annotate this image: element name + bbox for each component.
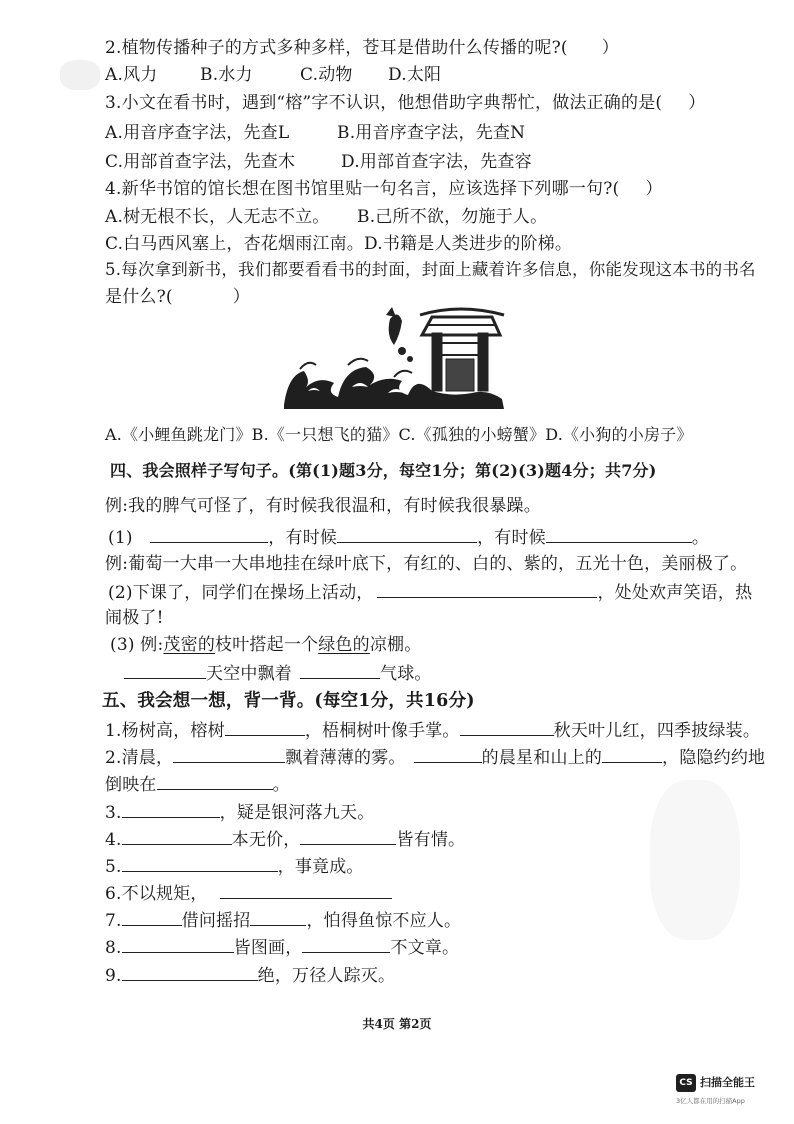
line-7-text-b: 借问摇招: [181, 911, 251, 931]
line-2-text-d: ，隐隐约约地: [662, 748, 766, 768]
line-3-text-b: ，疑是银河落九天。: [219, 803, 375, 823]
answer-blank[interactable]: [302, 934, 390, 953]
q4-option-b: B.己所不欲，勿施于人。: [357, 207, 548, 227]
line-4-text-a: 4.: [105, 830, 122, 850]
line-2-text-f: 。: [272, 775, 290, 795]
answer-blank[interactable]: [300, 826, 396, 845]
q3-options-ab: [105, 121, 525, 145]
line-7-text-a: 7.: [105, 911, 122, 931]
item-3-underlined-1: 茂密的: [163, 635, 216, 655]
line-5-text-a: 5.: [105, 857, 122, 877]
answer-blank[interactable]: [460, 717, 554, 736]
item-3-prefix: (3) 例:: [110, 635, 164, 655]
scan-smudge: [60, 60, 100, 90]
example-2-text: 例:葡萄一大串一大串地挂在绿叶底下，有红的、白的、紫的，五光十色，美丽极了。: [105, 554, 748, 574]
section-4-title-text: 四、我会照样子写句子。(第(1)题3分，每空1分；第(2)(3)题4分；共7分): [110, 461, 657, 480]
item-2-text-b: ，处处欢声笑语，热: [597, 583, 753, 603]
q2-option-a: A.风力: [105, 65, 158, 85]
recite-line-3: [105, 799, 374, 825]
line-3-text-a: 3.: [105, 803, 122, 823]
line-8-text-c: 不文章。: [390, 938, 460, 958]
line-1-text-c: 秋天叶儿红，四季披绿装。: [553, 721, 761, 741]
recite-line-2-cont: [105, 771, 290, 797]
section-5-title: [102, 689, 475, 713]
q3-stem: [105, 91, 705, 115]
q2-stem: [105, 36, 619, 60]
answer-blank[interactable]: [150, 524, 268, 543]
q4-option-c: C.白马西风塞上，杏花烟雨江南。: [105, 234, 365, 254]
answer-blank[interactable]: [122, 962, 258, 981]
q2-close: ）: [601, 38, 619, 58]
answer-blank[interactable]: [122, 907, 182, 926]
recite-line-2: [105, 744, 765, 770]
line-6-text-a: 6.不以规矩，: [105, 884, 208, 904]
q4-option-d: D.书籍是人类进步的阶梯。: [364, 234, 573, 254]
answer-blank[interactable]: [122, 934, 234, 953]
answer-blank[interactable]: [546, 524, 692, 543]
q3-options-cd: [105, 150, 532, 174]
q4-options-ab: [105, 205, 547, 229]
item-1-number: (1): [108, 528, 133, 548]
answer-blank[interactable]: [300, 660, 380, 679]
item-2-text-a: (2)下课了，同学们在操场上活动，: [108, 583, 374, 603]
item-3-underlined-2: 绿色的: [318, 635, 370, 655]
line-8-text-a: 8.: [105, 938, 122, 958]
line-2-text-c: 的晨星和山上的: [481, 748, 603, 768]
line-2-text-e: 倒映在: [105, 775, 157, 795]
answer-blank[interactable]: [122, 799, 220, 818]
scan-smudge: [650, 780, 740, 940]
q4-text: 4.新华书馆的馆长想在图书馆里贴一句名言，应该选择下列哪一句?(: [105, 179, 620, 199]
section-4-item-2: [108, 579, 752, 605]
dragon-gate-icon: [420, 309, 504, 391]
item-3-middle: 枝叶搭起一个: [215, 635, 319, 655]
q5-text-2: 是什么?(: [105, 287, 173, 307]
item-3-end: 凉棚。: [369, 635, 422, 655]
answer-blank[interactable]: [122, 853, 278, 872]
scanner-watermark: [676, 1074, 786, 1110]
page-footer: [0, 1015, 794, 1032]
answer-blank[interactable]: [173, 744, 285, 763]
answer-blank[interactable]: [377, 579, 597, 598]
q3-option-c: C.用部首查字法，先查木: [105, 152, 296, 172]
q3-option-a: A.用音序查字法，先查L: [105, 123, 290, 143]
recite-line-4: [105, 826, 465, 852]
q5-options: [105, 423, 693, 447]
section-4-title: [110, 459, 657, 483]
line-5-text-b: ，事竟成。: [277, 857, 364, 877]
recite-line-5: [105, 853, 364, 879]
q4-option-a: A.树无根不长，人无志不立。: [105, 207, 330, 227]
answer-blank[interactable]: [250, 907, 306, 926]
carp-icon: [386, 307, 413, 362]
q5-option-list: A.《小鲤鱼跳龙门》B.《一只想飞的猫》C.《孤独的小螃蟹》D.《小狗的小房子》: [105, 425, 693, 444]
line-4-text-b: 本无价，: [231, 830, 301, 850]
answer-blank[interactable]: [337, 524, 477, 543]
line-7-text-c: ，怕得鱼惊不应人。: [306, 911, 462, 931]
answer-blank[interactable]: [157, 771, 273, 790]
watermark-name: 扫描全能王: [700, 1076, 755, 1089]
q3-option-b: B.用音序查字法，先查N: [337, 123, 526, 143]
q3-option-d: D.用部首查字法，先查容: [341, 152, 532, 172]
section-5-title-text: 五、我会想一想，背一背。(每空1分，共16分): [102, 691, 475, 711]
camscanner-logo-icon: CS: [676, 1074, 696, 1092]
recite-line-8: [105, 934, 459, 960]
line-1-text-a: 1.杨树高，榕树: [105, 721, 225, 741]
watermark-subtitle: 3亿人都在用的扫描App: [676, 1097, 745, 1105]
example-1-text: 例:我的脾气可怪了，有时候我很温和，有时候我很暴躁。: [105, 496, 541, 516]
q5-stem-line1: [105, 258, 756, 282]
section-4-item-3-answer: [124, 660, 432, 686]
recite-line-7: [105, 907, 461, 933]
recite-line-6: [105, 880, 392, 906]
line-9-text-a: 9.: [105, 966, 122, 986]
q4-options-cd: [105, 232, 572, 256]
q3-text: 3.小文在看书时，遇到“榕”字不认识，他想借助字典帮忙，做法正确的是(: [105, 93, 663, 113]
q4-close: ）: [645, 179, 663, 199]
section-4-item-2-cont: [105, 606, 164, 630]
item-3b-text-a: 天空中飘着: [206, 664, 292, 684]
section-4-example-1: [105, 494, 541, 518]
q5-close: ）: [232, 287, 250, 307]
item-1-end: 。: [691, 528, 710, 548]
q2-option-b: B.水力: [200, 65, 253, 85]
q2-option-c: C.动物: [300, 65, 353, 85]
page-number: 共4页 第2页: [362, 1017, 432, 1031]
answer-blank[interactable]: [225, 717, 305, 736]
answer-blank[interactable]: [124, 660, 206, 679]
answer-blank[interactable]: [220, 880, 392, 899]
item-1-text-a: ，有时候: [268, 528, 338, 548]
book-cover-illustration: [282, 305, 508, 413]
line-9-text-b: 绝，万径人踪灭。: [257, 966, 396, 986]
q5-text: 5.每次拿到新书，我们都要看看书的封面，封面上藏着许多信息，你能发现这本书的书名: [105, 260, 756, 279]
line-8-text-b: 皆图画，: [233, 938, 303, 958]
section-4-example-2: [105, 552, 747, 576]
q2-text: 2.植物传播种子的方式多种多样，苍耳是借助什么传播的呢?(: [105, 38, 568, 58]
q2-option-d: D.太阳: [388, 65, 442, 85]
recite-line-9: [105, 962, 395, 988]
line-4-text-c: 皆有情。: [396, 830, 466, 850]
q4-stem: [105, 177, 663, 201]
q5-stem-line2: [105, 285, 250, 309]
answer-blank[interactable]: [414, 744, 482, 763]
recite-line-1: [105, 717, 760, 743]
item-2-text-c: 闹极了!: [105, 608, 164, 628]
section-4-item-3-example: [110, 633, 421, 657]
q3-close: ）: [688, 93, 706, 113]
item-1-text-b: ，有时候: [477, 528, 546, 548]
answer-blank[interactable]: [602, 744, 662, 763]
line-2-text-a: 2.清晨，: [105, 748, 174, 768]
section-4-item-1: [108, 524, 709, 550]
item-3b-text-b: 气球。: [380, 664, 432, 684]
answer-blank[interactable]: [122, 826, 232, 845]
line-2-text-b: 飘着薄薄的雾。: [285, 748, 406, 768]
q2-options: [105, 63, 441, 87]
line-1-text-b: ，梧桐树叶像手掌。: [304, 721, 460, 741]
